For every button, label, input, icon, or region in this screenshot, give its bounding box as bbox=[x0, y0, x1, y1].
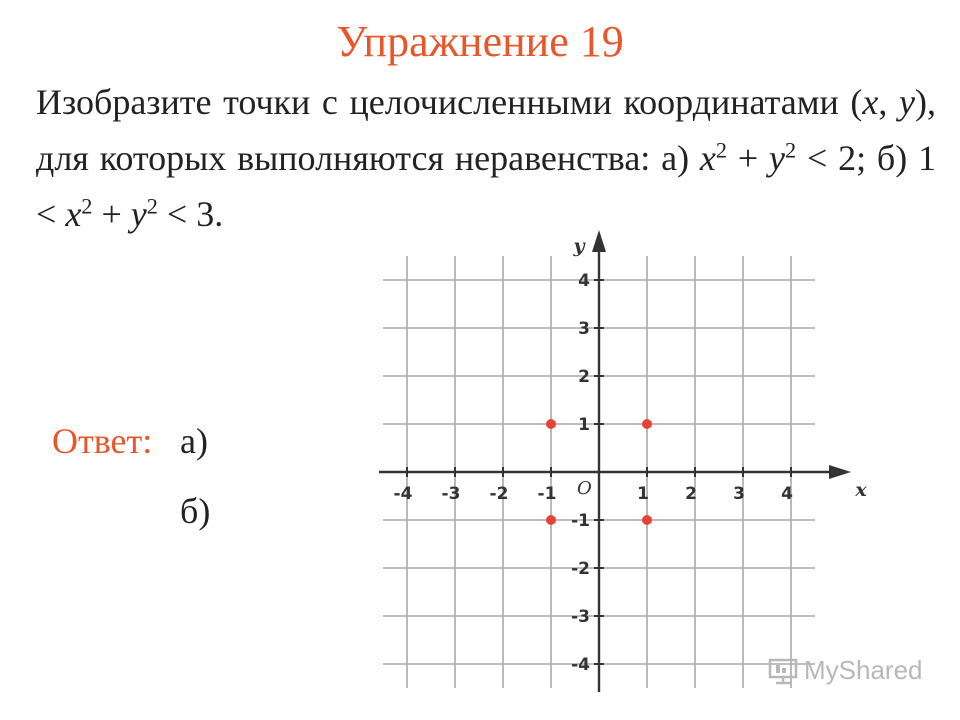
presentation-icon bbox=[768, 657, 798, 685]
x-tick-label: 4 bbox=[781, 484, 793, 504]
origin-label: O bbox=[577, 478, 592, 499]
x-axis-label: x bbox=[855, 479, 867, 501]
answer-a-label: а) bbox=[180, 421, 208, 461]
x-tick-label: 2 bbox=[685, 484, 697, 504]
x-tick-label: -1 bbox=[537, 484, 557, 504]
x-tick-label: -3 bbox=[441, 484, 461, 504]
task-inequalities-intro: неравенства: а) bbox=[454, 138, 700, 178]
var-y: y bbox=[130, 194, 147, 234]
task-coords-open: координатами ( bbox=[623, 82, 863, 122]
y-tick-label: 3 bbox=[578, 319, 590, 339]
answer-label: Ответ: bbox=[52, 421, 153, 461]
var-x: x bbox=[65, 194, 82, 234]
var-x: x bbox=[862, 82, 879, 122]
task-coords-close: ), для которых выполняются bbox=[36, 82, 936, 178]
inequality-b-end: < 3. bbox=[157, 194, 224, 234]
x-tick-label: -2 bbox=[489, 484, 509, 504]
watermark bbox=[768, 655, 923, 686]
task-line-1: Изобразите точки с целочисленными bbox=[36, 82, 612, 122]
exponent: 2 bbox=[784, 137, 797, 163]
var-y: y bbox=[769, 138, 785, 178]
x-tick-label: 3 bbox=[733, 484, 745, 504]
watermark-text: MyShared bbox=[804, 655, 923, 685]
inequality-a-b: < 2; б) 1 < bbox=[36, 138, 937, 234]
coordinate-plane bbox=[360, 230, 867, 680]
y-tick-label: -4 bbox=[571, 655, 590, 675]
y-tick-label: 1 bbox=[578, 415, 590, 435]
exponent: 2 bbox=[715, 137, 728, 163]
var-y: y bbox=[899, 82, 915, 122]
exponent: 2 bbox=[81, 193, 93, 219]
answer-b-label: б) bbox=[180, 491, 211, 531]
data-point bbox=[546, 419, 556, 429]
y-axis-label: y bbox=[573, 235, 585, 257]
y-tick-label: 2 bbox=[578, 367, 590, 387]
plus-sign: + bbox=[727, 138, 769, 178]
y-axis-arrow bbox=[592, 230, 606, 252]
plus-sign: + bbox=[92, 194, 131, 234]
data-point bbox=[546, 515, 556, 525]
data-point bbox=[642, 419, 652, 429]
x-tick-label: -4 bbox=[393, 484, 413, 504]
page-title: Упражнение 19 bbox=[336, 17, 624, 66]
var-x: x bbox=[699, 138, 716, 178]
data-point bbox=[642, 515, 652, 525]
task-comma: , bbox=[878, 82, 899, 122]
y-tick-label: 4 bbox=[578, 271, 590, 291]
task-text bbox=[36, 74, 936, 242]
x-axis-arrow bbox=[829, 465, 851, 479]
exponent: 2 bbox=[146, 193, 158, 219]
y-tick-label: -1 bbox=[571, 511, 590, 531]
y-tick-label: -2 bbox=[571, 559, 590, 579]
x-tick-label: 1 bbox=[637, 484, 649, 504]
y-tick-label: -3 bbox=[571, 607, 590, 627]
